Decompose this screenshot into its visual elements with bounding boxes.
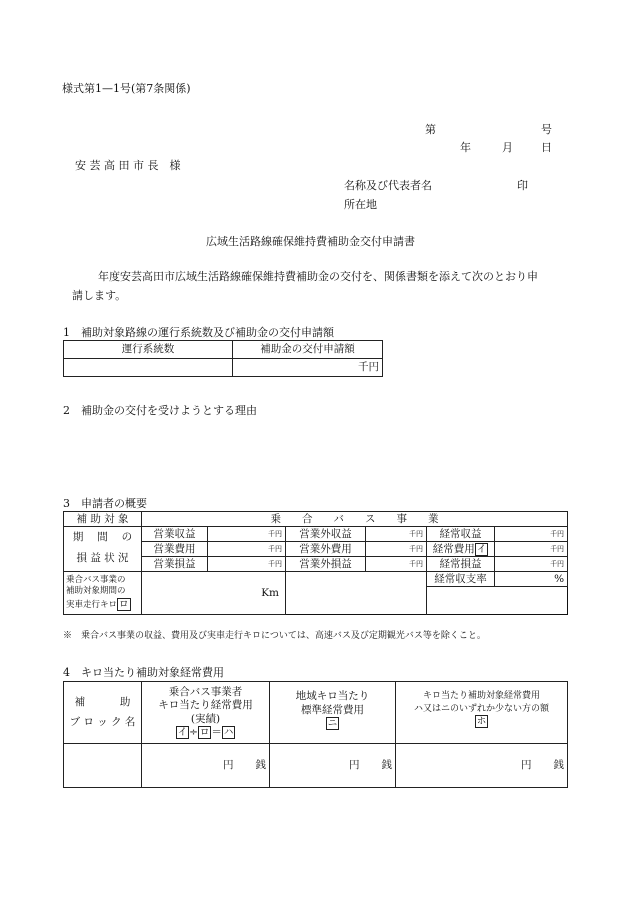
eigyo-soneki-input[interactable]	[208, 557, 286, 572]
yen-unit: 円	[349, 759, 360, 772]
intro-line-1: 年度安芸高田市広域生活路線確保維持費補助金の交付を、関係書類を添えて次のとおり申	[98, 270, 538, 283]
unit-label: 千円	[268, 544, 282, 553]
blank-area	[286, 572, 427, 615]
distance-label-3: 実車走行キロ	[66, 599, 118, 610]
keijo-hiyo-text: 経常費用	[432, 542, 475, 555]
yen-unit: 円	[223, 759, 234, 772]
col-block-line-1: 補 助	[74, 695, 131, 708]
section2-heading: 2 補助金の交付を受けようとする理由	[63, 404, 257, 417]
eigyogai-soneki-label: 営業外損益	[286, 557, 366, 572]
unit-label: 千円	[268, 559, 282, 568]
spacer	[427, 587, 568, 602]
unit-label: 千円	[550, 544, 565, 553]
section4-table	[63, 681, 568, 788]
date-day: 日	[541, 141, 552, 154]
col-subsidy-line-2: ハ又はニのいずれか少ない方の額	[413, 703, 549, 714]
col-subsidy-line-1: キロ当たり補助対象経常費用	[422, 691, 540, 701]
addressee: 安 芸 高 田 市 長 様	[75, 159, 181, 172]
bus-business-header: 乗 合 バ ス 事 業	[142, 512, 568, 527]
keijo-soneki-label: 経常損益	[427, 557, 495, 572]
eigyo-shueki-label: 営業収益	[142, 527, 208, 542]
keijo-ratio-input[interactable]	[495, 572, 568, 587]
col-operator-line-1: 乗合バス事業者	[168, 686, 243, 699]
keijo-ratio-label: 経常収支率	[427, 572, 495, 587]
col-block-line-2: ブ ロ ッ ク 名	[69, 715, 136, 728]
mark-ha: ハ	[223, 726, 234, 738]
row-label-3: 損 益 状 況	[76, 551, 129, 564]
unit-label: 千円	[409, 529, 423, 538]
row-label-block	[64, 527, 142, 572]
keijo-shueki-label: 経常収益	[427, 527, 495, 542]
sen-unit: 銭	[381, 759, 392, 772]
seal-mark: 印	[517, 179, 528, 192]
col-subsidy-cost-header	[396, 682, 568, 744]
mark-ho: ホ	[476, 716, 487, 728]
unit-label: 千円	[268, 529, 282, 538]
distance-label-1: 乗合バス事業の	[66, 574, 126, 585]
unit-label: 千円	[409, 559, 423, 568]
applicant-name-label: 名称及び代表者名	[344, 179, 432, 192]
number-go: 号	[541, 123, 552, 136]
mark-ni: ニ	[327, 718, 338, 730]
row-label-1: 補 助 対 象	[64, 512, 142, 527]
standard-cost-input[interactable]	[270, 744, 396, 788]
amount-input[interactable]	[232, 359, 382, 377]
mark-i: イ	[177, 726, 188, 738]
intro-line-2: 請します。	[72, 289, 127, 302]
mark-i: イ	[476, 543, 487, 555]
document-title: 広域生活路線確保維持費補助金交付申請書	[206, 235, 415, 248]
eigyo-soneki-label: 営業損益	[142, 557, 208, 572]
distance-label-2: 補助対象期間の	[66, 586, 126, 597]
eigyogai-hiyo-label: 営業外費用	[286, 542, 366, 557]
yen-unit: 円	[521, 759, 532, 772]
block-name-input[interactable]	[64, 744, 142, 788]
eigyogai-soneki-input[interactable]	[366, 557, 427, 572]
col-systems-header: 運行系統数	[64, 341, 233, 359]
section3-table	[63, 511, 568, 615]
section3-note: ※ 乗合バス事業の収益、費用及び実車走行キロについては、高速バス及び定期観光バス等を除くこと。	[63, 631, 486, 641]
form-number: 様式第1—1号(第7条関係)	[62, 82, 191, 95]
km-unit: Km	[261, 586, 279, 599]
eigyo-hiyo-label: 営業費用	[142, 542, 208, 557]
operator-cost-input[interactable]	[142, 744, 270, 788]
sen-unit: 銭	[255, 759, 266, 772]
spacer	[427, 602, 568, 615]
unit-label: 千円	[550, 559, 565, 568]
keijo-shueki-input[interactable]	[495, 527, 568, 542]
col-operator-cost-header	[142, 682, 270, 744]
keijo-hiyo-input[interactable]	[495, 542, 568, 557]
number-dai: 第	[425, 123, 436, 136]
col-standard-line-2: 標準経常費用	[301, 703, 364, 716]
section1-heading: 1 補助対象路線の運行系統数及び補助金の交付申請額	[63, 326, 334, 339]
mark-ro: ロ	[119, 598, 129, 610]
col-standard-line-1: 地域キロ当たり	[295, 690, 370, 702]
address-label: 所在地	[344, 198, 377, 211]
systems-input[interactable]	[64, 359, 233, 377]
row-label-2: 期 間 の	[72, 531, 133, 543]
col-operator-line-3: (実績)	[190, 712, 221, 725]
unit-label: 千円	[358, 361, 379, 374]
distance-label-block	[64, 572, 142, 615]
eigyo-hiyo-input[interactable]	[208, 542, 286, 557]
section1-table	[63, 340, 383, 377]
keijo-hiyo-label	[427, 542, 495, 557]
section3-heading: 3 申請者の概要	[63, 497, 147, 510]
keijo-soneki-input[interactable]	[495, 557, 568, 572]
col-operator-line-2: キロ当たり経常費用	[158, 699, 253, 712]
col-amount-header: 補助金の交付申請額	[232, 341, 382, 359]
col-standard-cost-header	[270, 682, 396, 744]
sen-unit: 銭	[553, 759, 564, 772]
subsidy-cost-input[interactable]	[396, 744, 568, 788]
distance-input[interactable]	[142, 572, 286, 615]
divide-sign: ÷	[189, 725, 198, 738]
section4-heading: 4 キロ当たり補助対象経常費用	[63, 666, 224, 679]
date-month: 月	[502, 141, 513, 154]
unit-label: 千円	[550, 529, 565, 538]
percent-unit: %	[554, 572, 565, 585]
eigyo-shueki-input[interactable]	[208, 527, 286, 542]
eigyogai-hiyo-input[interactable]	[366, 542, 427, 557]
date-year: 年	[460, 141, 471, 154]
col-block-header	[64, 682, 142, 744]
equals-sign: ＝	[211, 725, 222, 738]
mark-ro: ロ	[199, 726, 210, 738]
unit-label: 千円	[409, 544, 423, 553]
eigyogai-shueki-label: 営業外収益	[286, 527, 366, 542]
eigyogai-shueki-input[interactable]	[366, 527, 427, 542]
